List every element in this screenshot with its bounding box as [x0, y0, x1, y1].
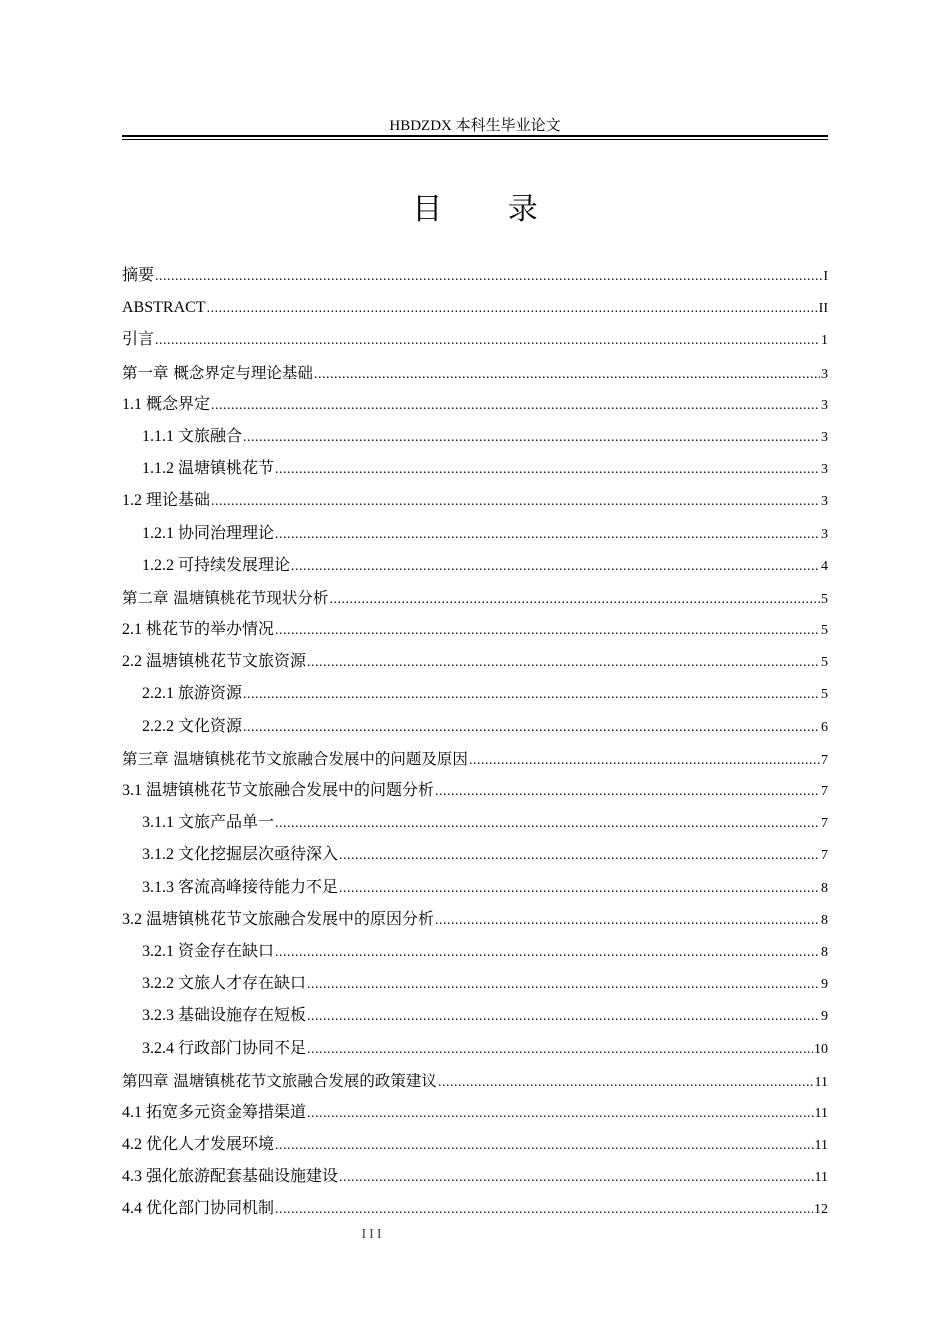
toc-entry[interactable]	[122, 936, 828, 968]
toc-entry-label: 引言	[122, 331, 155, 349]
toc-entry-label: 2.2 温塘镇桃花节文旅资源	[122, 653, 307, 671]
toc-entry-label: 3.2 温塘镇桃花节文旅融合发展中的原因分析	[122, 910, 435, 928]
toc-entry-label: 3.1.1 文旅产品单一	[142, 814, 275, 832]
toc-entry[interactable]	[122, 421, 828, 453]
toc-entry-page: 10	[814, 1041, 828, 1057]
toc-entry-page: 11	[814, 1105, 828, 1121]
toc-dot-leader	[307, 647, 820, 679]
toc-entry[interactable]	[122, 614, 828, 646]
toc-dot-leader	[291, 551, 820, 583]
toc-entry-label: 2.2.2 文化资源	[142, 717, 243, 735]
toc-entry-page: 11	[814, 1170, 828, 1186]
toc-entry-page: 3	[821, 462, 828, 478]
toc-dot-leader	[339, 1162, 814, 1194]
toc-entry[interactable]	[122, 775, 828, 807]
toc-entry[interactable]	[122, 1065, 828, 1097]
page-title: 目 录	[412, 192, 566, 227]
toc-entry[interactable]	[122, 550, 828, 582]
toc-entry-label: 4.4 优化部门协同机制	[122, 1200, 275, 1218]
toc-entry[interactable]	[122, 968, 828, 1000]
toc-entry-page: II	[818, 301, 828, 317]
toc-entry-label: 3.1 温塘镇桃花节文旅融合发展中的问题分析	[122, 782, 435, 799]
toc-dot-leader	[339, 873, 820, 905]
toc-entry-page: 6	[821, 719, 828, 735]
toc-dot-leader	[275, 454, 820, 486]
toc-dot-leader	[307, 1001, 820, 1033]
toc-entry[interactable]	[122, 678, 828, 710]
toc-entry[interactable]	[122, 453, 828, 485]
toc-entry[interactable]	[122, 292, 828, 324]
toc-dot-leader	[155, 261, 822, 293]
toc-dot-leader	[469, 745, 820, 777]
toc-entry[interactable]	[122, 485, 828, 517]
running-header: HBDZDX 本科生毕业论文	[389, 118, 561, 134]
toc-entry[interactable]	[122, 324, 828, 356]
toc-entry-page: 12	[814, 1202, 828, 1218]
toc-entry-page: 8	[821, 944, 828, 960]
toc-dot-leader	[275, 1194, 813, 1226]
toc-entry-page: 8	[821, 880, 828, 896]
toc-entry-label: 3.1.2 文化挖掘层次亟待深入	[142, 846, 339, 864]
toc-entry[interactable]	[122, 904, 828, 936]
toc-dot-leader	[307, 1034, 813, 1066]
toc-entry-label: 1.2.1 协同治理理论	[142, 524, 275, 542]
toc-dot-leader	[211, 390, 820, 422]
toc-entry[interactable]	[122, 839, 828, 871]
toc-dot-leader	[207, 293, 818, 325]
toc-dot-leader	[329, 584, 820, 616]
toc-entry-label: 1.1.2 温塘镇桃花节	[142, 460, 275, 478]
toc-entry[interactable]	[122, 1097, 828, 1129]
toc-dot-leader	[275, 519, 820, 551]
toc-entry[interactable]	[122, 389, 828, 421]
toc-entry-page: 1	[821, 333, 828, 349]
toc-dot-leader	[275, 1130, 814, 1162]
toc-entry-page: 7	[821, 848, 828, 864]
page-number: III	[361, 1227, 385, 1242]
toc-entry-label: 4.3 强化旅游配套基础设施建设	[122, 1168, 339, 1186]
toc-dot-leader	[211, 486, 820, 518]
toc-entry-page: 7	[821, 784, 828, 799]
toc-entry[interactable]	[122, 711, 828, 743]
toc-entry-label: 3.2.1 资金存在缺口	[142, 942, 275, 960]
toc-entry-page: 7	[821, 816, 828, 832]
toc-entry-page: 3	[821, 366, 828, 382]
toc-entry[interactable]	[122, 357, 828, 389]
toc-entry-page: 3	[821, 494, 828, 510]
toc-entry-label: 4.1 拓宽多元资金筹措渠道	[122, 1103, 307, 1121]
toc-dot-leader	[243, 679, 820, 711]
toc-entry-label: 1.1 概念界定	[122, 395, 211, 413]
toc-entry-label: 第三章 温塘镇桃花节文旅融合发展中的问题及原因	[122, 749, 468, 768]
table-of-contents	[122, 260, 828, 1226]
toc-entry[interactable]	[122, 807, 828, 839]
toc-entry-page: 5	[821, 591, 828, 607]
toc-entry-label: 摘要	[122, 267, 155, 284]
toc-entry-label: 3.2.4 行政部门协同不足	[142, 1039, 307, 1057]
toc-entry-label: 2.1 桃花节的举办情况	[122, 621, 275, 639]
header-rule-thin	[122, 139, 828, 140]
toc-entry-page: 5	[821, 687, 828, 703]
toc-entry[interactable]	[122, 1033, 828, 1065]
toc-entry-page: 5	[821, 623, 828, 639]
toc-entry-page: 8	[821, 912, 828, 928]
header-rule	[122, 135, 828, 137]
toc-entry[interactable]	[122, 743, 828, 775]
toc-entry-page: 3	[821, 429, 828, 445]
toc-entry[interactable]	[122, 260, 828, 292]
toc-entry[interactable]	[122, 582, 828, 614]
toc-dot-leader	[435, 905, 820, 937]
toc-entry-label: 4.2 优化人才发展环境	[122, 1136, 275, 1154]
toc-entry-label: 1.2.2 可持续发展理论	[142, 556, 291, 574]
toc-entry[interactable]	[122, 646, 828, 678]
toc-entry[interactable]	[122, 1193, 828, 1225]
toc-entry-label: 3.1.3 客流高峰接待能力不足	[142, 878, 339, 896]
toc-entry-label: 1.1.1 文旅融合	[142, 427, 243, 445]
toc-dot-leader	[314, 359, 820, 391]
toc-entry[interactable]	[122, 1129, 828, 1161]
toc-entry[interactable]	[122, 1000, 828, 1032]
toc-dot-leader	[438, 1067, 814, 1099]
toc-entry[interactable]	[122, 518, 828, 550]
toc-entry-label: 2.2.1 旅游资源	[142, 685, 243, 703]
toc-entry[interactable]	[122, 872, 828, 904]
toc-entry-label: 3.2.2 文旅人才存在缺口	[142, 975, 307, 993]
toc-dot-leader	[243, 422, 820, 454]
toc-dot-leader	[155, 325, 820, 357]
toc-entry-page: 3	[821, 397, 828, 413]
toc-entry[interactable]	[122, 1161, 828, 1193]
toc-entry-page: 7	[821, 752, 828, 768]
toc-entry-page: 4	[821, 558, 828, 574]
toc-entry-page: 5	[821, 655, 828, 671]
toc-dot-leader	[275, 808, 820, 840]
toc-entry-page: 9	[821, 1009, 828, 1025]
toc-entry-label: 3.2.3 基础设施存在短板	[142, 1007, 307, 1025]
toc-dot-leader	[307, 1098, 814, 1130]
toc-entry-label: ABSTRACT	[122, 299, 206, 317]
toc-dot-leader	[307, 969, 820, 1001]
toc-entry-page: 9	[821, 977, 828, 993]
toc-entry-page: 11	[814, 1138, 828, 1154]
toc-dot-leader	[339, 840, 820, 872]
toc-entry-label: 1.2 理论基础	[122, 492, 211, 510]
toc-entry-label: 第四章 温塘镇桃花节文旅融合发展的政策建议	[122, 1071, 437, 1090]
toc-dot-leader	[275, 615, 820, 647]
toc-entry-page: 11	[814, 1074, 828, 1090]
toc-entry-label: 第一章 概念界定与理论基础	[122, 363, 313, 382]
toc-dot-leader	[243, 712, 820, 744]
toc-dot-leader	[435, 776, 820, 808]
toc-entry-label: 第二章 温塘镇桃花节现状分析	[122, 588, 329, 607]
toc-entry-page: I	[823, 269, 828, 284]
toc-entry-page: 3	[821, 526, 828, 542]
toc-dot-leader	[275, 937, 820, 969]
